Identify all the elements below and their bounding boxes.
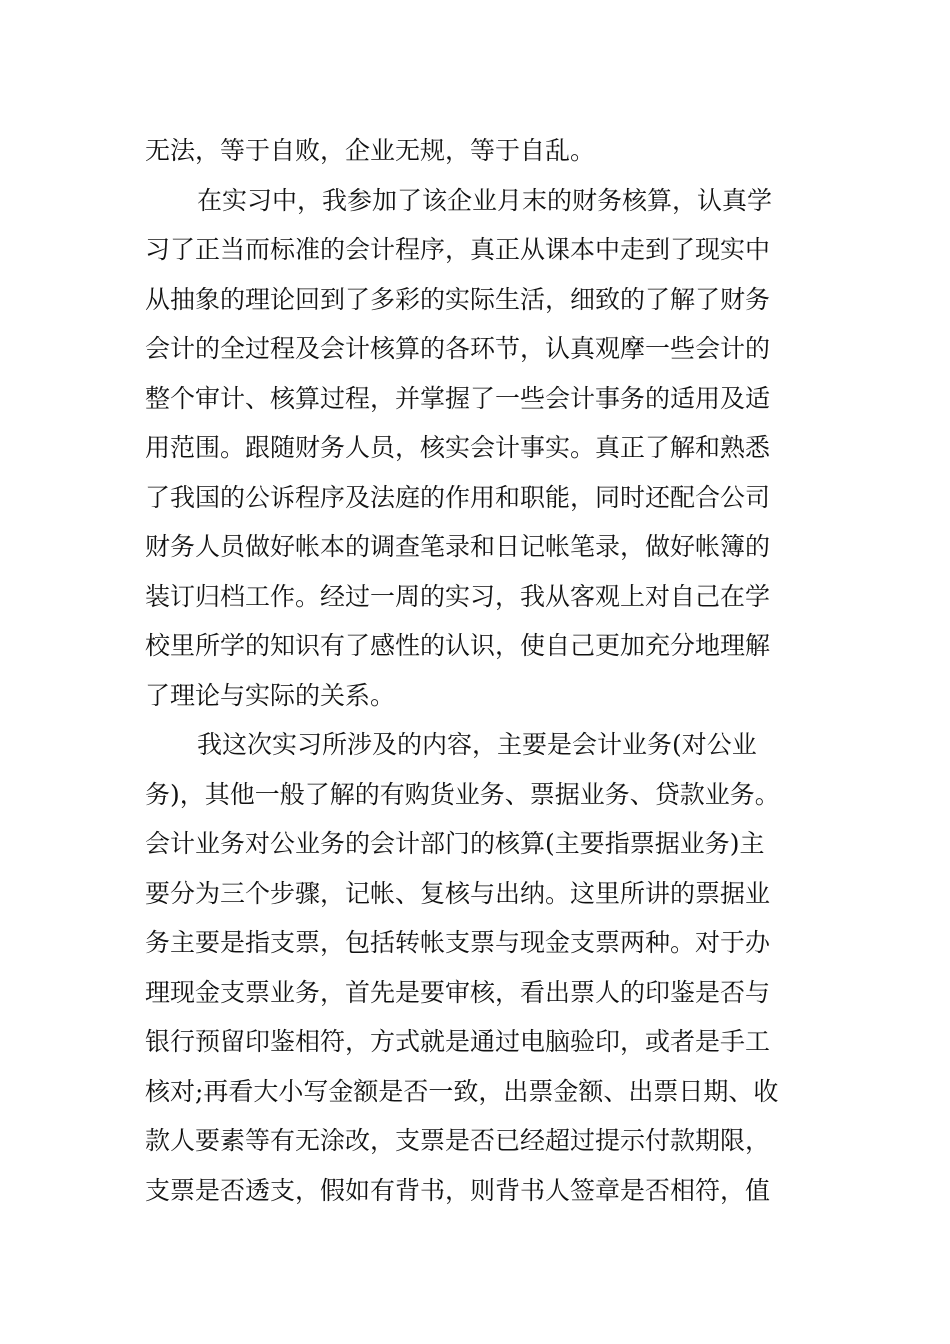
text-line: 会计的全过程及会计核算的各环节，认真观摩一些会计的	[145, 334, 771, 363]
text-line: 要分为三个步骤，记帐、复核与出纳。这里所讲的票据业	[145, 878, 771, 908]
text-line: 用范围。跟随财务人员，核实会计事实。真正了解和熟悉	[145, 433, 771, 462]
paragraph-business-content	[145, 720, 810, 1215]
text-line: 务)，其他一般了解的有购货业务、票据业务、贷款业务。	[145, 779, 780, 809]
text-line: 务主要是指支票，包括转帐支票与现金支票两种。对于办	[145, 928, 771, 957]
text-line: 了理论与实际的关系。	[145, 680, 396, 710]
text-line: 我这次实习所涉及的内容，主要是会计业务(对公业	[197, 730, 757, 759]
text-line: 习了正当而标准的会计程序，真正从课本中走到了现实中	[145, 235, 771, 264]
text-line: 从抽象的理论回到了多彩的实际生活，细致的了解了财务	[145, 284, 771, 314]
text-line: 支票是否透支，假如有背书，则背书人签章是否相符，值	[145, 1175, 771, 1205]
text-line: 理现金支票业务，首先是要审核，看出票人的印鉴是否与	[145, 977, 771, 1007]
document-body	[145, 126, 810, 1215]
paragraph-continuation	[145, 126, 810, 176]
text-line: 核对;再看大小写金额是否一致，出票金额、出票日期、收	[145, 1076, 779, 1106]
paragraph-internship-accounting	[145, 176, 810, 721]
text-line: 无法，等于自败，企业无规，等于自乱。	[145, 136, 596, 165]
text-line: 了我国的公诉程序及法庭的作用和职能，同时还配合公司	[145, 482, 771, 512]
text-line: 校里所学的知识有了感性的认识，使自己更加充分地理解	[145, 631, 771, 660]
text-line: 会计业务对公业务的会计部门的核算(主要指票据业务)主	[145, 829, 765, 858]
text-line: 整个审计、核算过程，并掌握了一些会计事务的适用及适	[145, 383, 771, 413]
text-line: 装订归档工作。经过一周的实习，我从客观上对自己在学	[145, 581, 771, 611]
text-line: 财务人员做好帐本的调查笔录和日记帐笔录，做好帐簿的	[145, 532, 771, 561]
text-line: 款人要素等有无涂改，支票是否已经超过提示付款期限，	[145, 1126, 771, 1155]
text-line: 银行预留印鉴相符，方式就是通过电脑验印，或者是手工	[145, 1027, 771, 1056]
text-line: 在实习中，我参加了该企业月末的财务核算，认真学	[197, 185, 773, 215]
